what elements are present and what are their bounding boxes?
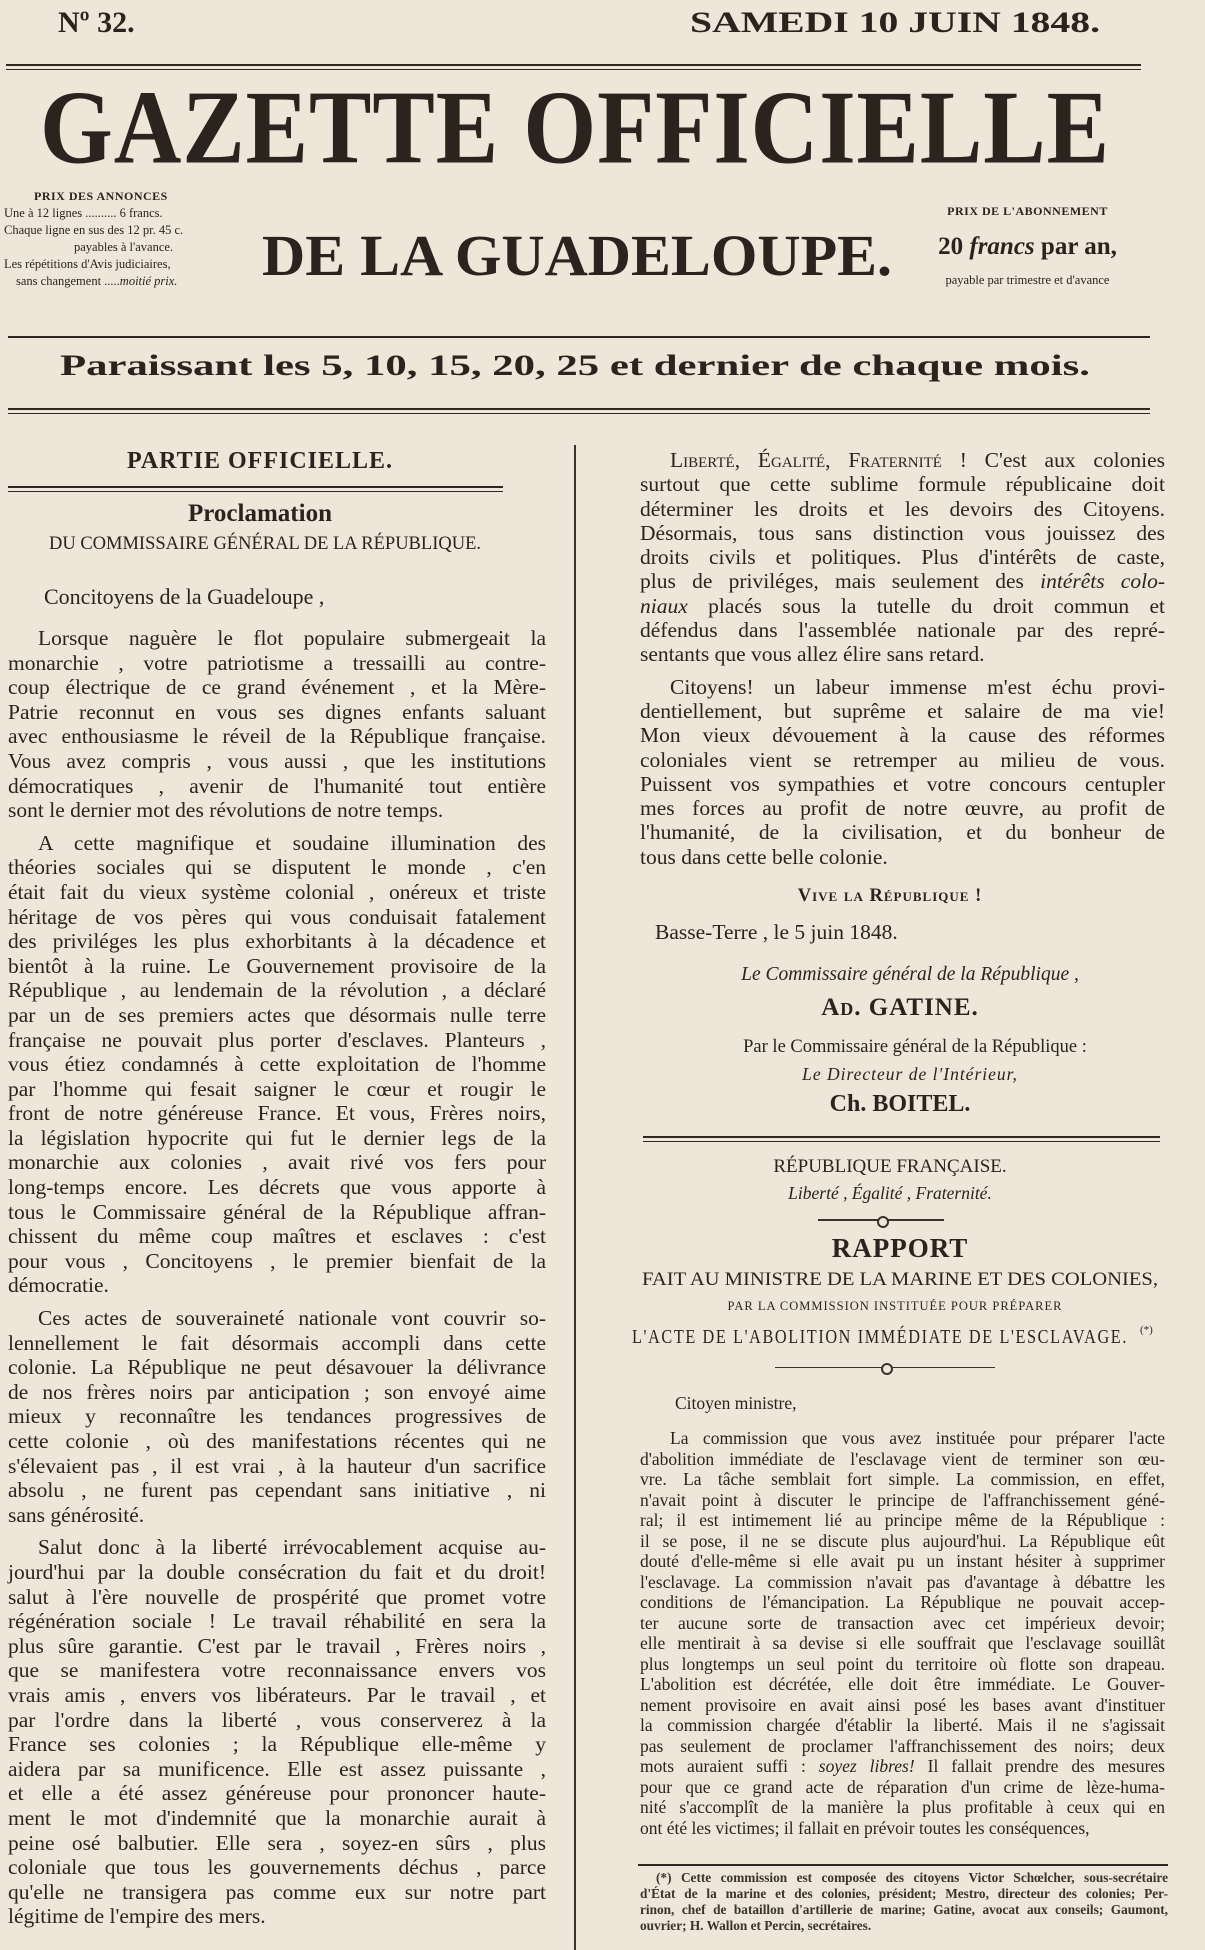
advertising-price-italic: moitié prix. xyxy=(119,274,178,288)
text-line: vrais amis , envers vos libérateurs. Par le travail , et xyxy=(8,1682,546,1707)
text-line: d'État de la marine et des colonies, président; Mestro, directeur des colonies; Per- xyxy=(640,1886,1168,1901)
text-line: la législation hypocrite qui fut le dernier legs de la xyxy=(8,1125,546,1150)
text-line: d'abolition immédiate de l'esclavage vient de terminer son œu- xyxy=(640,1448,1165,1469)
report-subject xyxy=(632,1326,1128,1349)
text-line: mes forces au profit de notre œuvre, au profit de xyxy=(640,796,1165,821)
paragraph xyxy=(8,1306,546,1527)
paragraph xyxy=(640,675,1165,869)
republic-motto: Liberté , Égalité , Fraternité. xyxy=(788,1183,992,1203)
text-line: la commission chargée d'établir la liberté. Mais il ne s'agissait xyxy=(640,1715,1165,1735)
emphasized-text: intérêts colo- xyxy=(1040,569,1165,594)
report-subtitle xyxy=(642,1269,1158,1291)
text-line: pour vous , Concitoyens , le premier bienfait de la xyxy=(8,1248,546,1273)
text-line: bientôt à la ruine. Le Gouvernement provisoire de la xyxy=(8,953,546,978)
text-line: front de notre généreuse France. Et vous, Frères noirs, xyxy=(8,1101,546,1126)
report-title: RAPPORT xyxy=(831,1233,969,1263)
text-line: L'abolition est décrétée, elle doit être immédiate. Le Gouver- xyxy=(640,1674,1165,1694)
text-line: sans générosité. xyxy=(8,1502,145,1527)
subscription-price xyxy=(905,233,1150,261)
text-line: pour que ce grand acte de réparation d'un crime de lèze-huma- xyxy=(640,1776,1165,1797)
text-line: ral; il est intimement lié au principe même de la République : xyxy=(640,1510,1165,1530)
text-line: sont le dernier mot des révolutions de notre temps. xyxy=(8,798,444,823)
advertising-prices xyxy=(4,188,254,290)
place-and-date: Basse-Terre , le 5 juin 1848. xyxy=(655,920,898,944)
text-line: vous étiez condamnés à cette exploitation de l'homme xyxy=(8,1052,546,1077)
text-line xyxy=(640,569,1165,593)
text-line: plus sûre garantie. C'est par le travail , Frères noirs , xyxy=(8,1633,546,1658)
text-line: l'esclavage. La commission n'avait pas d'avantage à débattre les xyxy=(640,1571,1165,1592)
ornament-rule xyxy=(775,1367,995,1368)
text-line: peine osé balbutier. Elle sera , soyez-en sûrs , plus xyxy=(8,1830,546,1855)
text-line: salut à l'ère nouvelle de prospérité que promet votre xyxy=(8,1584,546,1609)
masthead-rule xyxy=(8,408,1150,414)
proclamation-subheading: DU COMMISSAIRE GÉNÉRAL DE LA RÉPUBLIQUE. xyxy=(48,534,481,554)
advertising-price-line: Chaque ligne en sus des 12 pr. 45 c. xyxy=(4,223,184,237)
text-line: mieux y reconnaître les tendances progressives de xyxy=(8,1404,546,1429)
text-line: avec enthousiasme le réveil de la République française. xyxy=(8,724,546,749)
text-line: A cette magnifique et soudaine illumination des xyxy=(38,830,546,855)
text-line: sentants que vous allez élire sans retard. xyxy=(640,642,985,667)
text-line: par l'homme qui fesait saigner le cœur et rougir le xyxy=(8,1076,546,1101)
text-line: (*) Cette commission est composée des citoyens Victor Schœlcher, sous-secrétaire xyxy=(656,1870,1168,1885)
text-line: démocratiques , avenir de l'humanité tout entière xyxy=(8,773,546,798)
text-line: que se manifestera votre reconnaissance envers vos xyxy=(8,1658,546,1683)
paragraph xyxy=(8,1535,546,1929)
text-line: Puissent vos sympathies et votre concours centupler xyxy=(640,771,1165,796)
report-subtitle-small: PAR LA COMMISSION INSTITUÉE POUR PRÉPARER xyxy=(727,1299,1063,1313)
text-line: déterminer les droits et les devoirs des Citoyens. xyxy=(640,496,1165,521)
text-line: lennellement le fait désormais accompli dans cette xyxy=(8,1330,546,1355)
subscription-unit: francs xyxy=(969,233,1035,260)
text-line xyxy=(640,594,1165,618)
paragraph xyxy=(8,626,546,823)
text-segment: plus de priviléges, mais seulement des xyxy=(640,569,1041,594)
text-line: était fait du vieux système colonial , onéreux et triste xyxy=(8,879,546,904)
text-line: tous le Commissaire général de la République affran- xyxy=(8,1199,546,1224)
text-line: Salut donc à la liberté irrévocablement acquise au- xyxy=(38,1535,546,1560)
proclamation-salutation: Concitoyens de la Guadeloupe , xyxy=(44,584,325,609)
text-line: plus longtemps un seul point du territoire où flotte son drapeau. xyxy=(640,1653,1165,1674)
emphasized-text: soyez libres! xyxy=(818,1756,915,1776)
text-line: monarchie aux colonies , avait rivé vos fers pour xyxy=(8,1150,546,1175)
subscription-payment: payable par trimestre et d'avance xyxy=(945,273,1110,287)
text-line: théories sociales qui se disputent le monde , c'en xyxy=(8,855,546,880)
countersign-intro: Par le Commissaire général de la République : xyxy=(743,1037,1087,1057)
advertising-price-line: Les répétitions d'Avis judiciaires, xyxy=(4,257,171,271)
newspaper-title-text: GAZETTE OFFICIELLE xyxy=(40,69,1110,186)
paragraph xyxy=(640,1428,1165,1838)
text-line: ment le mot d'indemnité que la monarchie aurait à xyxy=(8,1805,546,1830)
text-line: droits civils et politiques. Plus d'intérêts de caste, xyxy=(640,545,1165,570)
text-line xyxy=(640,448,1165,472)
text-line: douté d'elle-même si elle avait pu un instant hésiter à supprimer xyxy=(640,1551,1165,1571)
text-line: Vous avez compris , vous aussi , que les institutions xyxy=(8,748,546,773)
subscription-prices xyxy=(905,204,1150,288)
text-line: Patrie reconnut en vous ses dignes enfants saluant xyxy=(8,699,546,724)
text-line: Lorsque naguère le flot populaire submergeait la xyxy=(38,626,546,650)
publication-schedule xyxy=(60,348,1090,384)
text-line: défendus dans l'assemblée nationale par des repré- xyxy=(640,618,1165,643)
issue-date-text: SAMEDI 10 JUIN 1848. xyxy=(690,6,1100,39)
report-body xyxy=(640,1428,1165,1838)
signatory-name: Ad. GATINE. xyxy=(821,994,979,1021)
text-line: conditions de l'émancipation. La République ne pouvait accep- xyxy=(640,1592,1165,1612)
publication-schedule-text: Paraissant les 5, 10, 15, 20, 25 et dernier de chaque mois. xyxy=(60,349,1090,382)
countersign-name: Ch. BOITEL. xyxy=(829,1091,971,1117)
text-line: aidera par sa munificence. Elle est assez puissante , xyxy=(8,1756,546,1781)
paragraph xyxy=(640,1870,1168,1934)
text-line: par l'ordre dans la liberté , vous conserverez à la xyxy=(8,1707,546,1732)
text-line: il se pose, il ne se discute plus aujourd'hui. La République eût xyxy=(640,1530,1165,1551)
column-divider xyxy=(574,445,576,1950)
ornament-rule xyxy=(818,1219,944,1221)
emphasized-text: Liberté, Égalité, Fraternité xyxy=(670,448,942,472)
text-line: cette colonie , où des manifestations récentes qui ne xyxy=(8,1429,546,1453)
masthead-rule xyxy=(8,336,1150,338)
advertising-price-text: sans changement ..... xyxy=(16,274,120,288)
paragraph xyxy=(640,448,1165,667)
footnote-marker: (*) xyxy=(1140,1324,1153,1336)
text-line: colonie. La République ne peut désavouer la délivrance xyxy=(8,1355,546,1380)
text-line: France ses colonies ; la République elle-même y xyxy=(8,1732,546,1757)
text-line: l'humanité, de la civilisation, et du bonheur de xyxy=(640,820,1165,845)
text-line: nement provisoire en avait ainsi posé les bases avant d'instituer xyxy=(640,1694,1165,1715)
emphasized-text: niaux xyxy=(640,593,688,618)
text-line: La commission que vous avez instituée pour préparer l'acte xyxy=(670,1428,1165,1448)
text-line: tous dans cette belle colonie. xyxy=(640,844,888,869)
paragraph xyxy=(8,831,546,1298)
text-line: coloniales vient se retremper au milieu de vous. xyxy=(640,747,1165,772)
subscription-heading: PRIX DE L'ABONNEMENT xyxy=(947,204,1108,218)
countersign-title: Le Directeur de l'Intérieur, xyxy=(802,1064,1018,1084)
advertising-price-line xyxy=(4,273,254,290)
report-subtitle-text: FAIT AU MINISTRE DE LA MARINE ET DES COLONIES, xyxy=(642,1269,1158,1290)
signatory-title: Le Commissaire général de la République , xyxy=(741,964,1079,985)
text-line: qu'elle ne transigera pas comme eux sur notre part xyxy=(8,1879,546,1904)
text-line: surtout que cette sublime formule républicaine doit xyxy=(640,472,1165,497)
text-line: long-temps encore. Les décrets que vous apporte à xyxy=(8,1175,546,1200)
issue-date xyxy=(690,6,1100,40)
section-rule xyxy=(643,1136,1160,1142)
advertising-prices-heading: PRIX DES ANNONCES xyxy=(34,189,168,203)
text-line: Ces actes de souveraineté nationale vont couvrir so- xyxy=(38,1306,546,1331)
republic-heading: RÉPUBLIQUE FRANÇAISE. xyxy=(773,1156,1007,1177)
proclamation-body xyxy=(8,626,546,1929)
text-line: régénération sociale ! Le travail réhabilité en sera la xyxy=(8,1609,546,1634)
text-line: légitime de l'empire des mers. xyxy=(8,1904,266,1929)
subscription-amount: 20 xyxy=(938,233,964,260)
proclamation-heading: Proclamation xyxy=(188,500,332,527)
report-salutation: Citoyen ministre, xyxy=(675,1393,797,1413)
text-line: dentiellement, but suprême et salaire de ma vie! xyxy=(640,698,1165,723)
text-line: ouvrier; H. Wallon et Percin, secrétaires. xyxy=(640,1918,872,1933)
text-segment: Il fallait prendre des mesures xyxy=(914,1756,1165,1776)
text-line: elle mentirait à sa devise si elle souffrait que l'esclavage souillât xyxy=(640,1633,1165,1653)
text-line xyxy=(640,1756,1165,1777)
text-line: n'avait point à discuter le principe de l'affranchissement géné- xyxy=(640,1489,1165,1510)
text-line: et elle a été assez généreuse pour prononcer haute- xyxy=(8,1781,546,1806)
text-line: monarchie , votre patriotisme a tressailli au contre- xyxy=(8,650,546,675)
text-line: Mon vieux dévouement à la cause des réformes xyxy=(640,723,1165,748)
subscription-period: par an, xyxy=(1040,233,1117,260)
text-line: ont été les victimes; il fallait en prévoir toutes les conséquences, xyxy=(640,1817,1090,1838)
section-heading: PARTIE OFFICIELLE. xyxy=(126,448,394,474)
text-segment: ! C'est aux colonies xyxy=(941,448,1166,472)
newspaper-title xyxy=(40,69,1110,186)
text-line: héritage de vos pères qui vous conduisait fatalement xyxy=(8,904,546,929)
report-subject-text: L'ACTE DE L'ABOLITION IMMÉDIATE DE L'ESCLAVAGE. xyxy=(632,1326,1128,1348)
text-segment: placés sous la tutelle du droit commun et xyxy=(687,593,1165,618)
text-segment: mots auraient suffi : xyxy=(640,1756,819,1776)
text-line: coloniale que tous les gouvernements déchus , parce xyxy=(8,1855,546,1880)
text-line: par un de ses premiers actes que désormais nulle terre xyxy=(8,1002,546,1027)
text-line: pas seulement de proclamer l'affranchissement des noirs; deux xyxy=(640,1735,1165,1756)
footnote xyxy=(640,1870,1168,1934)
acclamation: Vive la République ! xyxy=(797,886,983,906)
text-line: des priviléges les plus exhorbitants à la décadence et xyxy=(8,929,546,954)
text-line: française ne pouvait plus porter d'esclaves. Planteurs , xyxy=(8,1027,546,1052)
text-line: absolu , ne furent pas cependant sans initiative , ni xyxy=(8,1478,546,1503)
text-line: vre. La tâche semblait fort simple. La commission, en effet, xyxy=(640,1469,1165,1489)
text-line: de nos frères noirs par anticipation ; son envoyé aime xyxy=(8,1379,546,1404)
text-line: démocratie. xyxy=(8,1273,109,1298)
text-line: jourd'hui par la double consécration du fait et du droit! xyxy=(8,1559,546,1584)
text-line: coup électrique de ce grand événement , et la Mère- xyxy=(8,675,546,700)
text-line: chissent du même coup maîtres et esclaves : c'est xyxy=(8,1224,546,1249)
section-rule xyxy=(8,486,503,492)
proclamation-body-continued xyxy=(640,448,1165,869)
text-line: Citoyens! un labeur immense m'est échu provi- xyxy=(670,674,1165,699)
text-line: Désormais, tous sans distinction vous jouissez des xyxy=(640,520,1165,545)
text-line: s'élevaient pas , il est vrai , à la hauteur d'un sacrifice xyxy=(8,1453,546,1478)
advertising-price-line: Une à 12 lignes .......... 6 francs. xyxy=(4,206,163,220)
newspaper-subtitle-text: DE LA GUADELOUPE. xyxy=(262,223,893,288)
text-line: nité s'accomplît de la manière la plus profitable à ceux qui en xyxy=(640,1797,1165,1817)
issue-number: Nº 32. xyxy=(58,6,135,39)
text-line: rinon, chef de bataillon d'artillerie de marine; Gatine, avocat aux conseils; Gaumont, xyxy=(640,1902,1168,1917)
text-line: République , au lendemain de la révolution , a déclaré xyxy=(8,978,546,1003)
text-line: ter aucune sorte de transaction avec cet impérieux devoir; xyxy=(640,1612,1165,1633)
newspaper-subtitle xyxy=(262,223,893,288)
footnote-rule xyxy=(638,1864,1168,1866)
advertising-price-line: payables à l'avance. xyxy=(74,240,174,254)
